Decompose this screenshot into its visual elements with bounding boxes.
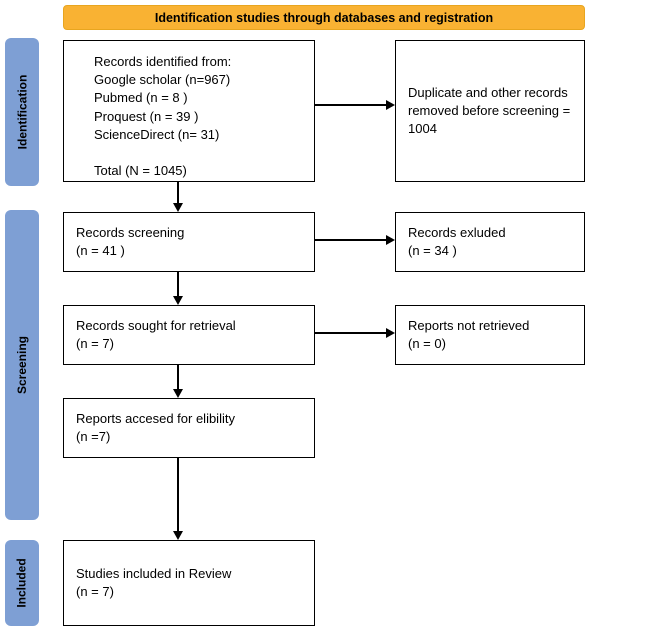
arrow-screening-to-excluded: [315, 239, 386, 241]
box-duplicates-removed: Duplicate and other records removed before screening = 1004: [395, 40, 585, 182]
stage-identification-label: Identification: [15, 74, 30, 150]
arrow-identified-to-duplicates: [315, 104, 386, 106]
box-records-identified: Records identified from: Google scholar (n=967) Pubmed (n = 8 ) Proquest (n = 39 ) ScienceDirect (n= 31) Total (N = 1045): [63, 40, 315, 182]
stage-screening-label: Screening: [15, 335, 29, 395]
box-records-screening: Records screening (n = 41 ): [63, 212, 315, 272]
box-reports-assessed: Reports accesed for elibility (n =7): [63, 398, 315, 458]
stage-included-label: Included: [15, 558, 29, 608]
title-banner-label: Identification studies through databases and registration: [154, 10, 494, 25]
title-banner: [63, 5, 585, 30]
box-records-excluded: Records exluded (n = 34 ): [395, 212, 585, 272]
box-records-sought: Records sought for retrieval (n = 7): [63, 305, 315, 365]
stage-identification: [5, 38, 39, 186]
arrow-identified-to-screening: [177, 182, 179, 203]
arrow-sought-to-not-retrieved: [315, 332, 386, 334]
arrow-assessed-to-included: [177, 458, 179, 531]
arrow-sought-to-assessed: [177, 365, 179, 389]
stage-included: [5, 540, 39, 626]
arrow-screening-to-sought: [177, 272, 179, 296]
stage-screening: [5, 210, 39, 520]
box-reports-not-retrieved: Reports not retrieved (n = 0): [395, 305, 585, 365]
box-studies-included: Studies included in Review (n = 7): [63, 540, 315, 626]
